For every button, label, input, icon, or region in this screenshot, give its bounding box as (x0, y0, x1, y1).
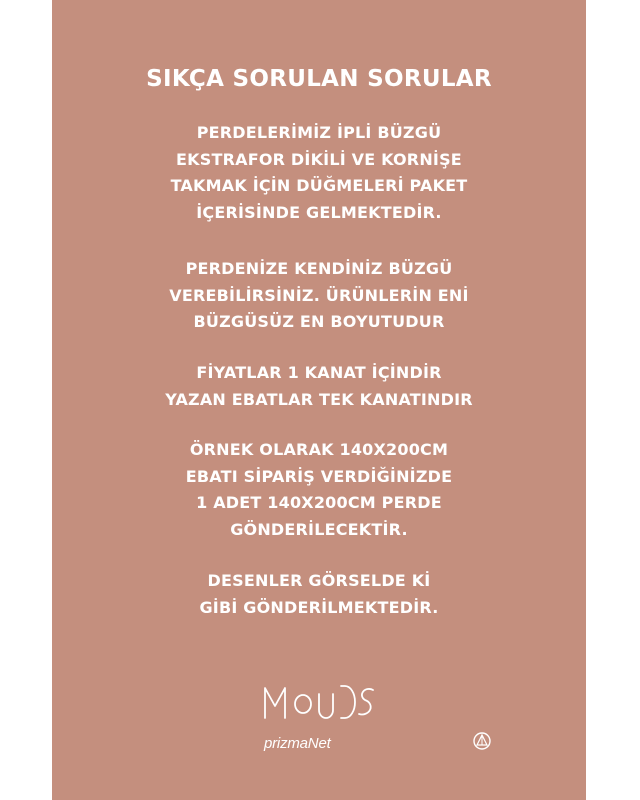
faq-panel (52, 0, 586, 800)
faq-line: 1 ADET 140X200CM PERDE (196, 493, 442, 512)
prizmanet-logo-icon (473, 732, 491, 750)
faq-line: EKSTRAFOR DİKİLİ VE KORNİŞE (176, 149, 462, 169)
faq-line: YAZAN EBATLAR TEK KANATINDIR (165, 389, 473, 409)
faq-line: PERDELERİMİZ İPLİ BÜZGÜ (196, 123, 442, 142)
mouds-logo-icon (261, 680, 381, 724)
faq-line: PERDENİZE KENDİNİZ BÜZGÜ (185, 259, 453, 278)
partner-name: prizmaNet (264, 734, 331, 752)
faq-line: VEREBİLİRSİNİZ. ÜRÜNLERİN ENİ (169, 285, 469, 305)
faq-line: TAKMAK İÇİN DÜĞMELERİ PAKET (170, 176, 468, 195)
faq-line: DESENLER GÖRSELDE Kİ (207, 571, 431, 590)
faq-paragraph-1 (52, 120, 586, 226)
brand-logo (52, 680, 586, 760)
faq-line: GİBİ GÖNDERİLMEKTEDİR. (199, 597, 439, 617)
faq-line: BÜZGÜSÜZ EN BOYUTUDUR (193, 312, 445, 331)
faq-paragraph-2 (52, 256, 586, 336)
faq-line: ÖRNEK OLARAK 140X200CM (189, 440, 449, 459)
faq-paragraph-4 (52, 437, 586, 543)
faq-line: EBATI SİPARİŞ VERDİĞİNİZDE (185, 466, 453, 486)
faq-line: GÖNDERİLECEKTİR. (230, 519, 408, 539)
faq-title: SIKÇA SORULAN SORULAR (146, 66, 492, 92)
faq-paragraph-3 (52, 360, 586, 413)
partner-logo (264, 732, 331, 754)
faq-line: FİYATLAR 1 KANAT İÇİNDİR (196, 363, 442, 382)
faq-paragraph-5 (52, 568, 586, 621)
faq-line: İÇERİSİNDE GELMEKTEDİR. (196, 202, 442, 222)
